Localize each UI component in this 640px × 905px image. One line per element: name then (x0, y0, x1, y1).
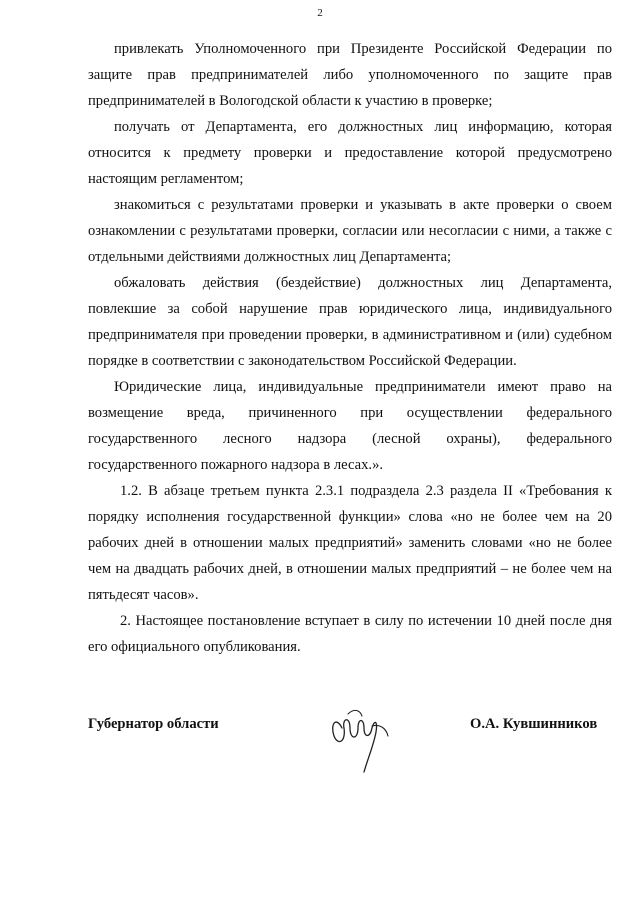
paragraph-amendment-1-2: 1.2. В абзаце третьем пункта 2.3.1 подраздела 2.3 раздела II «Требования к порядку исполнения государственной функции» слова «но не более чем на 20 рабочих дней в отношении малых предприятий» заменить словами «но не более чем на двадцать рабочих дней, в отношении малых предприятий – не более чем на пятьдесят часов». (88, 483, 612, 603)
signature-block (0, 690, 640, 790)
paragraph-right-involve-ombudsman: привлекать Уполномоченного при Президенте Российской Федерации по защите прав предпринимателей либо уполномоченного по защите прав предпринимателей в Вологодской области к участию в проверке; (88, 41, 612, 109)
signatory-name: О.А. Кувшинников (470, 716, 598, 732)
paragraph-right-receive-information: получать от Департамента, его должностных лиц информацию, которая относится к предмету проверки и предоставление которой предусмотрено настоящим регламентом; (88, 119, 612, 187)
handwritten-signature (328, 698, 398, 778)
paragraph-right-review-results: знакомиться с результатами проверки и указывать в акте проверки о своем ознакомлении с результатами проверки, согласии или несогласии с ними, а также с отдельными действиями должностных лиц Департамента; (88, 197, 612, 265)
paragraph-damage-compensation: Юридические лица, индивидуальные предприниматели имеют право на возмещение вреда, причиненного при осуществлении федерального государственного лесного надзора (лесной охраны), федерального государственного пожарного надзора в лесах.». (88, 379, 612, 473)
signatory-position: Губернатор области (88, 716, 219, 732)
paragraph-effective-date: 2. Настоящее постановление вступает в силу по истечении 10 дней после дня его официального опубликования. (88, 613, 612, 655)
paragraph-right-appeal: обжаловать действия (бездействие) должностных лиц Департамента, повлекшие за собой нарушение прав юридического лица, индивидуального предпринимателя при проведении проверки, в административном и (или) судебном порядке в соответствии с законодательством Российской Федерации. (88, 275, 612, 369)
page-number: 2 (317, 7, 323, 19)
